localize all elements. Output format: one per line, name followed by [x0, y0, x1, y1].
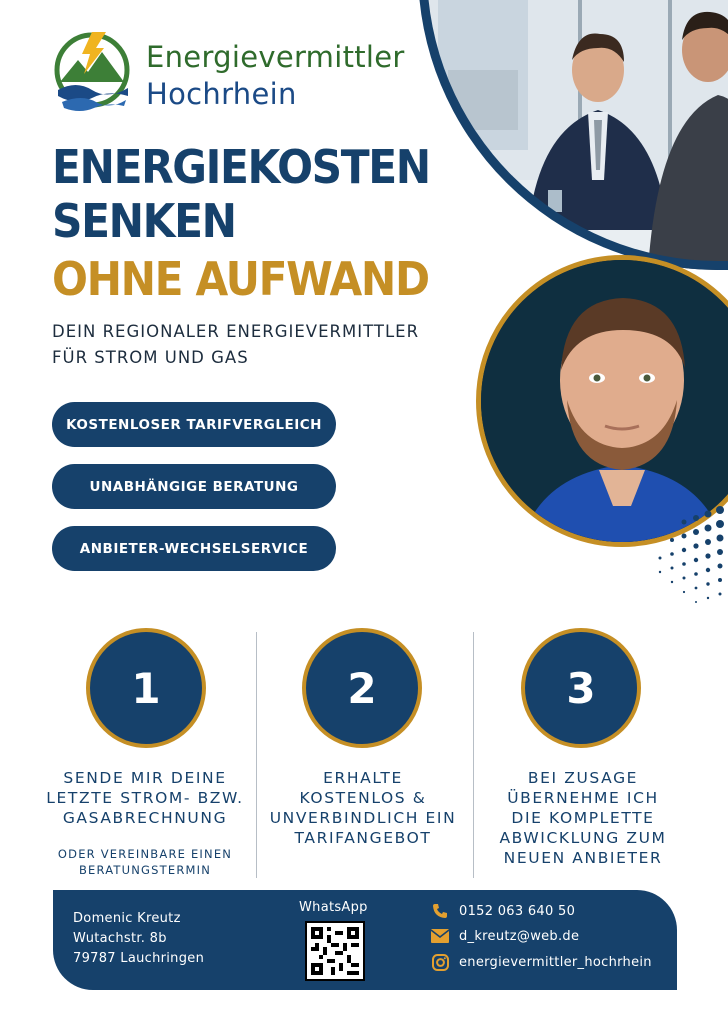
brand-name-line1: Energievermittler	[146, 40, 405, 74]
step-2-text: ERHALTE KOSTENLOS & UNVERBINDLICH EIN TARIFANGEBOT	[269, 769, 457, 847]
halftone-dots-decoration	[600, 500, 728, 615]
step-number-2: 2	[302, 628, 422, 748]
headline-line1: ENERGIEKOSTEN	[52, 140, 430, 194]
service-pill-beratung: UNABHÄNGIGE BERATUNG	[52, 464, 336, 509]
subheadline-line1: DEIN REGIONALER ENERGIEVERMITTLER	[52, 322, 420, 341]
step-number-1: 1	[86, 628, 206, 748]
subheadline-line2: FÜR STROM UND GAS	[52, 348, 249, 367]
headline-line2: SENKEN	[52, 194, 236, 248]
contact-instagram[interactable]: energievermittler_hochrhein	[429, 952, 652, 972]
instagram-icon	[429, 953, 451, 971]
step-1-text: SENDE MIR DEINE LETZTE STROM- BZW. GASABRECHNUNG	[46, 769, 244, 827]
headline-line3: OHNE AUFWAND	[52, 252, 429, 306]
service-pill-tarifvergleich: KOSTENLOSER TARIFVERGLEICH	[52, 402, 336, 447]
phone-icon	[429, 902, 451, 920]
qr-code-icon[interactable]	[305, 921, 365, 981]
step-divider	[256, 632, 257, 878]
contact-street: Wutachstr. 8b	[73, 931, 167, 946]
contact-email[interactable]: d_kreutz@web.de	[429, 926, 579, 946]
step-1-note: ODER VEREINBARE EINEN BERATUNGSTERMIN	[57, 847, 233, 877]
contact-footer	[53, 890, 677, 990]
contact-phone[interactable]: 0152 063 640 50	[429, 901, 575, 921]
whatsapp-label: WhatsApp	[299, 900, 368, 915]
step-number-3: 3	[521, 628, 641, 748]
photo-frame-arc	[418, 0, 728, 270]
step-3-text: BEI ZUSAGE ÜBERNEHME ICH DIE KOMPLETTE ABWICKLUNG ZUM NEUEN ANBIETER	[499, 769, 667, 867]
service-pill-wechselservice: ANBIETER-WECHSELSERVICE	[52, 526, 336, 571]
contact-name: Domenic Kreutz	[73, 911, 181, 926]
step-divider	[473, 632, 474, 878]
contact-city: 79787 Lauchringen	[73, 951, 205, 966]
logo-lightning-mountain-icon	[52, 30, 132, 112]
mail-icon	[429, 927, 451, 945]
brand-name-line2: Hochrhein	[146, 77, 297, 111]
